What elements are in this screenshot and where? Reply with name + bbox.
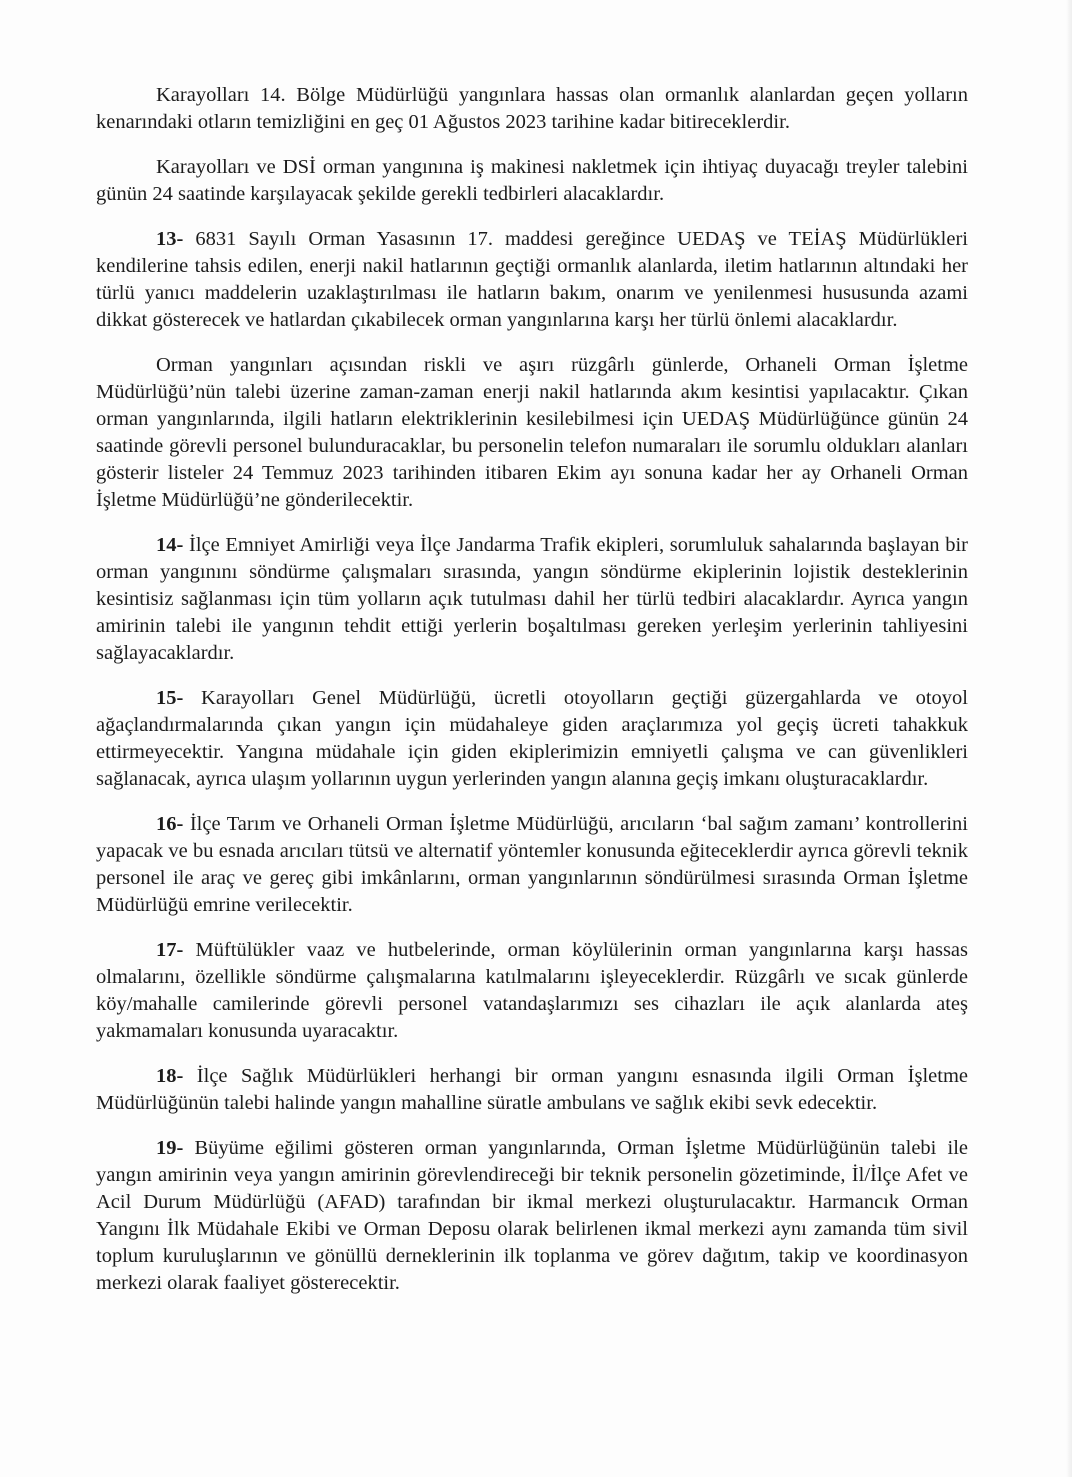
item-number: 14-: [156, 534, 184, 556]
item-number: 19-: [156, 1137, 184, 1159]
paragraph-karayollari-otlar: [96, 82, 968, 136]
paragraph-item-17: [96, 937, 968, 1045]
paragraph-text: Orman yangınları açısından riskli ve aşırı rüzgârlı günlerde, Orhaneli Orman İşletme Müdürlüğü’nün talebi üzerine zaman-zaman enerji nakil hatlarında akım kesintisi yapılacaktır. Çıkan orman yangınlarında, ilgili hatların elektriklerinin kesilebilmesi için UEDAŞ Müdürlüğünce günün 24 saatinde görevli personel bulunduracaklar, bu personelin telefon numaraları ile sorumlu oldukları alanları gösterir listeler 24 Temmuz 2023 tarihinden itibaren Ekim ayı sonuna kadar her ay Orhaneli Orman İşletme Müdürlüğü’ne gönderilecektir.: [96, 354, 968, 511]
paragraph-text: İlçe Emniyet Amirliği veya İlçe Jandarma Trafik ekipleri, sorumluluk sahalarında başlayan bir orman yangınını söndürme çalışmaları sırasında, yangın söndürme ekiplerinin lojistik desteklerinin kesintisiz sağlanması için tüm yolların açık tutulması dahil her türlü tedbiri alacaklardır. Ayrıca yangın amirinin talebi ile yangının tehdit ettiği yerlerin boşaltılması gereken yerleşim yerlerinin tahliyesini sağlayacaklardır.: [96, 534, 968, 664]
paragraph-text: İlçe Tarım ve Orhaneli Orman İşletme Müdürlüğü, arıcıların ‘bal sağım zamanı’ kontrollerini yapacak ve bu esnada arıcıları tütsü ve alternatif yöntemler konusunda eğiteceklerdir ayrıca görevli teknik personel ile araç ve gereç gibi imkânlarını, orman yangınlarının söndürülmesi sırasında Orman İşletme Müdürlüğü emrine verilecektir.: [96, 813, 968, 916]
paragraph-text: 6831 Sayılı Orman Yasasının 17. maddesi gereğince UEDAŞ ve TEİAŞ Müdürlükleri kendilerine tahsis edilen, enerji nakil hatlarının geçtiği ormanlık alanlarda, iletim hatlarının altındaki her türlü yanıcı maddelerin uzaklaştırılması ile hatların bakım, onarım ve yenilenmesi hususunda azami dikkat gösterecek ve hatlardan çıkabilecek orman yangınlarına karşı her türlü önlemi alacaklardır.: [96, 228, 968, 331]
item-number: 17-: [156, 939, 184, 961]
paragraph-item-18: [96, 1063, 968, 1117]
paragraph-item-13: [96, 226, 968, 334]
paragraph-text: Karayolları 14. Bölge Müdürlüğü yangınlara hassas olan ormanlık alanlardan geçen yolların kenarındaki otların temizliğini en geç 01 Ağustos 2023 tarihine kadar bitireceklerdir.: [96, 84, 968, 133]
paragraph-text: İlçe Sağlık Müdürlükleri herhangi bir orman yangını esnasında ilgili Orman İşletme Müdürlüğünün talebi halinde yangın mahalline süratle ambulans ve sağlık ekibi sevk edecektir.: [96, 1065, 968, 1114]
paragraph-item-14: [96, 532, 968, 667]
paragraph-akim-kesintisi: [96, 352, 968, 514]
paragraph-text: Büyüme eğilimi gösteren orman yangınlarında, Orman İşletme Müdürlüğünün talebi ile yangın amirinin veya yangın amirinin görevlendireceği bir teknik personelin gözetiminde, İl/İlçe Afet ve Acil Durum Müdürlüğü (AFAD) tarafından bir ikmal merkezi oluşturulacaktır. Harmancık Orman Yangını İlk Müdahale Ekibi ve Orman Deposu olarak belirlenen ikmal merkezi aynı zamanda tüm sivil toplum kuruluşlarının ve gönüllü derneklerinin ilk toplanma ve görev dağıtım, takip ve koordinasyon merkezi olarak faaliyet gösterecektir.: [96, 1137, 968, 1294]
item-number: 15-: [156, 687, 184, 709]
paragraph-item-15: [96, 685, 968, 793]
paragraph-text: Karayolları ve DSİ orman yangınına iş makinesi nakletmek için ihtiyaç duyacağı treyler talebini günün 24 saatinde karşılayacak şekilde gerekli tedbirleri alacaklardır.: [96, 156, 968, 205]
item-number: 18-: [156, 1065, 184, 1087]
item-number: 16-: [156, 813, 184, 835]
paragraph-item-19: [96, 1135, 968, 1297]
paragraph-item-16: [96, 811, 968, 919]
paragraph-text: Müftülükler vaaz ve hutbelerinde, orman köylülerinin orman yangınlarına karşı hassas olmalarını, özellikle söndürme çalışmalarına katılmalarını işleyeceklerdir. Rüzgârlı ve sıcak günlerde köy/mahalle camilerinde görevli personel vatandaşlarımızı ses cihazları ile açık alanlarda ateş yakmamaları konusunda uyaracaktır.: [96, 939, 968, 1042]
paragraph-text: Karayolları Genel Müdürlüğü, ücretli otoyolların geçtiği güzergahlarda ve otoyol ağaçlandırmalarında çıkan yangın için müdahaleye giden araçlarımıza yol geçiş ücreti tahakkuk ettirmeyecektir. Yangına müdahale için giden ekiplerimizin emniyetli çalışma ve can güvenlikleri sağlanacak, ayrıca ulaşım yollarının uygun yerlerinden yangın alanına geçiş imkanı oluşturacaklardır.: [96, 687, 968, 790]
document-body: [96, 82, 968, 1315]
item-number: 13-: [156, 228, 184, 250]
paragraph-karayollari-dsi: [96, 154, 968, 208]
page-edge-shadow: [1066, 0, 1072, 1477]
